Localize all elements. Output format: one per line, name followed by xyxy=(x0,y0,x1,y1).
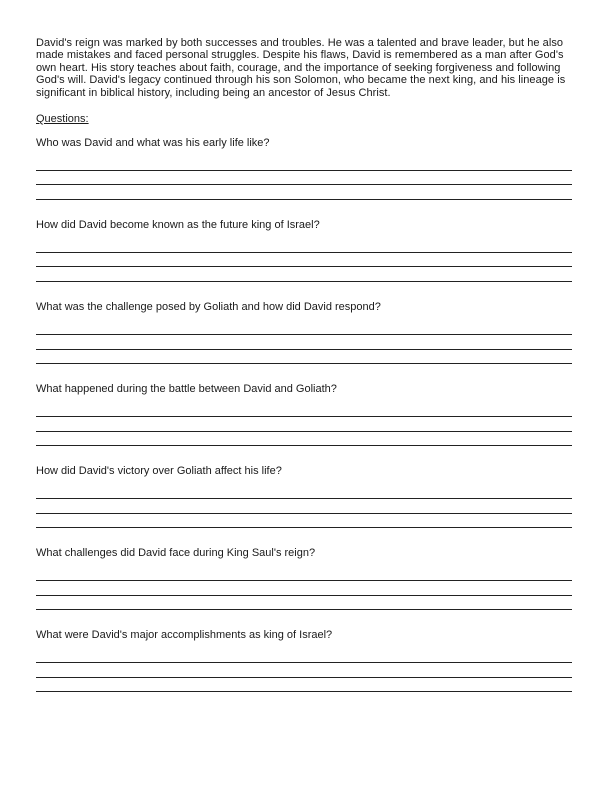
answer-lines xyxy=(36,156,572,200)
answer-line xyxy=(36,596,572,611)
questions-heading: Questions: xyxy=(36,113,89,126)
question-block xyxy=(36,629,572,692)
answer-line xyxy=(36,678,572,693)
answer-line xyxy=(36,238,572,253)
answer-line xyxy=(36,171,572,186)
answer-line xyxy=(36,432,572,447)
answer-line xyxy=(36,402,572,417)
question-block xyxy=(36,301,572,364)
question-text: Who was David and what was his early life like? xyxy=(36,137,270,150)
question-text: How did David become known as the future king of Israel? xyxy=(36,219,320,232)
answer-lines xyxy=(36,320,572,364)
answer-line xyxy=(36,499,572,514)
question-block xyxy=(36,383,572,446)
question-text: What challenges did David face during King Saul's reign? xyxy=(36,547,316,560)
answer-line xyxy=(36,253,572,268)
answer-line xyxy=(36,663,572,678)
answer-line xyxy=(36,350,572,365)
worksheet-page xyxy=(36,37,572,692)
question-block xyxy=(36,465,572,528)
answer-lines xyxy=(36,484,572,528)
question-block xyxy=(36,219,572,282)
question-text: How did David's victory over Goliath affect his life? xyxy=(36,465,282,478)
answer-line xyxy=(36,267,572,282)
question-text: What was the challenge posed by Goliath and how did David respond? xyxy=(36,301,381,314)
question-text: What happened during the battle between David and Goliath? xyxy=(36,383,337,396)
answer-line xyxy=(36,417,572,432)
answer-lines xyxy=(36,402,572,446)
answer-line xyxy=(36,320,572,335)
answer-lines xyxy=(36,648,572,692)
answer-line xyxy=(36,566,572,581)
answer-line xyxy=(36,335,572,350)
question-block xyxy=(36,137,572,200)
question-block xyxy=(36,547,572,610)
question-text: What were David's major accomplishments as king of Israel? xyxy=(36,629,333,642)
answer-line xyxy=(36,484,572,499)
answer-line xyxy=(36,648,572,663)
answer-lines xyxy=(36,238,572,282)
answer-line xyxy=(36,514,572,529)
answer-line xyxy=(36,581,572,596)
answer-lines xyxy=(36,566,572,610)
intro-paragraph: David's reign was marked by both successes and troubles. He was a talented and brave leader, but he also made mistakes and faced personal struggles. Despite his flaws, David is remembered as a man after God's own heart. His story teaches about faith, courage, and the importance of seeking forgiveness and following God's will. David's legacy continued through his son Solomon, who became the next king, and his lineage is significant in biblical history, including being an ancestor of Jesus Christ. xyxy=(36,37,566,99)
answer-line xyxy=(36,185,572,200)
answer-line xyxy=(36,156,572,171)
